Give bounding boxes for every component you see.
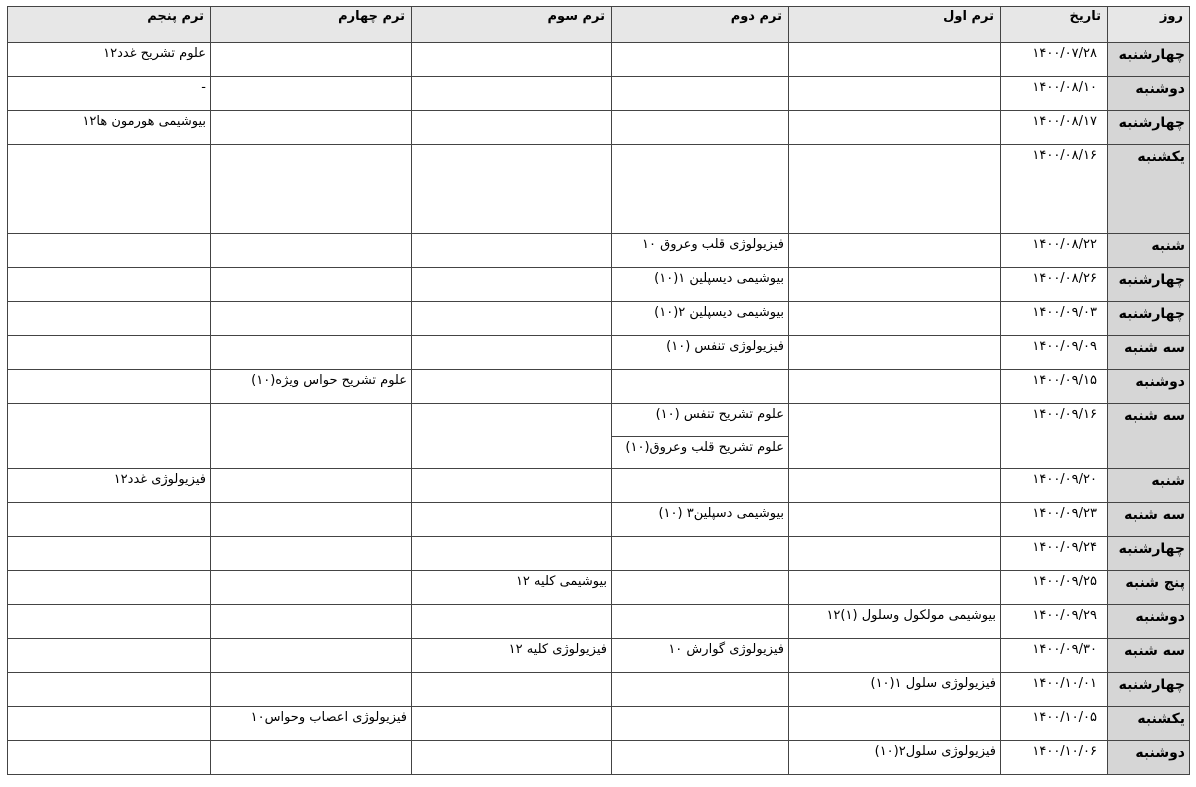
day-cell: [1108, 336, 1190, 370]
day-cell: [1108, 707, 1190, 741]
course-entry: بیوشیمی کلیه ۱۲: [515, 574, 607, 589]
course-entry: فیزیولوژی گوارش ۱۰: [668, 642, 784, 657]
term3-cell: [412, 605, 612, 639]
course-entry: فیزیولوژی اعصاب وحواس۱۰: [250, 710, 407, 725]
term5-cell: [8, 469, 211, 503]
term3-cell: [412, 571, 612, 605]
term1-cell: [789, 605, 1001, 639]
term4-cell: [211, 77, 412, 111]
term1-cell: [789, 111, 1001, 145]
date-cell: ۱۴۰۰/۱۰/۰۶: [1001, 741, 1108, 775]
table-row: [8, 741, 1190, 775]
date-cell: ۱۴۰۰/۰۹/۲۴: [1001, 537, 1108, 571]
term2-cell: [612, 707, 789, 741]
day-cell: [1108, 302, 1190, 336]
course-entry: علوم تشریح تنفس (۱۰): [655, 407, 784, 422]
date-cell: ۱۴۰۰/۰۸/۱۶: [1001, 145, 1108, 234]
term1-cell: [789, 707, 1001, 741]
term3-cell: [412, 43, 612, 77]
term5-cell: [8, 707, 211, 741]
header-term3: ترم سوم: [412, 7, 612, 43]
date-cell: ۱۴۰۰/۱۰/۰۵: [1001, 707, 1108, 741]
day-cell: [1108, 741, 1190, 775]
term5-cell: [8, 302, 211, 336]
term5-cell: [8, 43, 211, 77]
day-label: دوشنبه: [1135, 81, 1185, 97]
course-entry: -: [201, 80, 206, 95]
header-term4: ترم چهارم: [211, 7, 412, 43]
term5-cell: [8, 404, 211, 469]
term5-cell: [8, 741, 211, 775]
course-entry: فیزیولوژی تنفس (۱۰): [666, 339, 784, 354]
course-entry: فیزیولوژی قلب وعروق ۱۰: [642, 237, 784, 252]
course-entry: علوم تشریح غدد۱۲: [103, 46, 206, 61]
term4-cell: [211, 43, 412, 77]
table-row: [8, 537, 1190, 571]
date-cell: ۱۴۰۰/۰۷/۲۸: [1001, 43, 1108, 77]
term2-cell: [612, 370, 789, 404]
term3-cell: [412, 268, 612, 302]
date-cell: ۱۴۰۰/۰۹/۲۰: [1001, 469, 1108, 503]
term2-cell: [612, 673, 789, 707]
term3-cell: [412, 639, 612, 673]
term1-cell: [789, 336, 1001, 370]
date-cell: ۱۴۰۰/۰۸/۱۷: [1001, 111, 1108, 145]
day-label: یکشنبه: [1137, 711, 1185, 727]
header-row: [8, 7, 1190, 43]
course-entry: بیوشیمی هورمون ها۱۲: [82, 114, 206, 129]
day-label: پنج شنبه: [1125, 575, 1185, 591]
term4-cell: [211, 234, 412, 268]
term1-cell: [789, 741, 1001, 775]
course-entry: فیزیولوژی سلول ۱(۱۰): [870, 676, 996, 691]
day-label: دوشنبه: [1135, 609, 1185, 625]
term1-cell: [789, 404, 1001, 469]
date-cell: ۱۴۰۰/۰۸/۲۲: [1001, 234, 1108, 268]
day-label: چهارشنبه: [1118, 272, 1185, 288]
date-cell: ۱۴۰۰/۰۹/۳۰: [1001, 639, 1108, 673]
term1-cell: [789, 503, 1001, 537]
table-row: [8, 571, 1190, 605]
day-label: چهارشنبه: [1118, 306, 1185, 322]
term1-cell: [789, 639, 1001, 673]
term2-cell: [612, 469, 789, 503]
term3-cell: [412, 503, 612, 537]
header-term5: ترم پنجم: [8, 7, 211, 43]
term5-cell: [8, 370, 211, 404]
term4-cell: [211, 111, 412, 145]
term1-cell: [789, 302, 1001, 336]
day-cell: [1108, 268, 1190, 302]
term3-cell: [412, 537, 612, 571]
term1-cell: [789, 673, 1001, 707]
term2-cell: [612, 43, 789, 77]
term5-cell: [8, 336, 211, 370]
day-cell: [1108, 605, 1190, 639]
date-cell: ۱۴۰۰/۰۹/۱۵: [1001, 370, 1108, 404]
day-label: یکشنبه: [1137, 149, 1185, 165]
term4-cell: [211, 336, 412, 370]
table-row: [8, 268, 1190, 302]
course-entry: بیوشیمی مولکول وسلول (۱)۱۲: [826, 608, 996, 623]
term4-cell: [211, 145, 412, 234]
term5-cell: [8, 111, 211, 145]
day-cell: [1108, 537, 1190, 571]
date-cell: ۱۴۰۰/۰۹/۰۹: [1001, 336, 1108, 370]
term3-cell: [412, 469, 612, 503]
term5-cell: [8, 571, 211, 605]
term4-cell: [211, 302, 412, 336]
schedule-table: [7, 6, 1190, 775]
term2-cell: [612, 571, 789, 605]
term2-cell: [612, 234, 789, 268]
date-cell: ۱۴۰۰/۰۸/۲۶: [1001, 268, 1108, 302]
course-entry: بیوشیمی دیسپلین ۱(۱۰): [654, 271, 784, 286]
term2-cell: [612, 605, 789, 639]
table-row: [8, 77, 1190, 111]
term1-cell: [789, 43, 1001, 77]
course-entry: فیزیولوژی سلول۲(۱۰): [874, 744, 996, 759]
table-row: [8, 370, 1190, 404]
day-cell: [1108, 404, 1190, 469]
day-label: سه شنبه: [1124, 340, 1185, 356]
term2-cell: [612, 111, 789, 145]
day-cell: [1108, 503, 1190, 537]
term1-cell: [789, 370, 1001, 404]
day-label: چهارشنبه: [1118, 541, 1185, 557]
table-row: [8, 503, 1190, 537]
course-entry: بیوشیمی دیسپلین ۲(۱۰): [654, 305, 784, 320]
term4-cell: [211, 469, 412, 503]
term2-cell: [612, 145, 789, 234]
term3-cell: [412, 77, 612, 111]
day-label: شنبه: [1151, 473, 1185, 489]
term5-cell: [8, 639, 211, 673]
day-cell: [1108, 111, 1190, 145]
table-row: [8, 404, 1190, 469]
day-cell: [1108, 43, 1190, 77]
term1-cell: [789, 268, 1001, 302]
day-label: دوشنبه: [1135, 374, 1185, 390]
term5-cell: [8, 234, 211, 268]
term1-cell: [789, 145, 1001, 234]
term1-cell: [789, 469, 1001, 503]
table-row: [8, 302, 1190, 336]
table-row: [8, 469, 1190, 503]
term5-cell: [8, 605, 211, 639]
term2-cell: [612, 503, 789, 537]
table-row: [8, 336, 1190, 370]
term4-cell: [211, 605, 412, 639]
term3-cell: [412, 302, 612, 336]
header-day: روز: [1108, 7, 1190, 43]
day-cell: [1108, 469, 1190, 503]
day-cell: [1108, 370, 1190, 404]
term1-cell: [789, 571, 1001, 605]
day-cell: [1108, 234, 1190, 268]
term1-cell: [789, 537, 1001, 571]
day-label: سه شنبه: [1124, 507, 1185, 523]
schedule-body: [8, 43, 1190, 775]
term2-cell: [612, 77, 789, 111]
term3-cell: [412, 707, 612, 741]
day-label: شنبه: [1151, 238, 1185, 254]
term3-cell: [412, 336, 612, 370]
term4-cell: [211, 537, 412, 571]
term2-cell: [612, 336, 789, 370]
course-entry: علوم تشریح حواس ویژه(۱۰): [251, 373, 407, 388]
table-row: [8, 605, 1190, 639]
term5-cell: [8, 77, 211, 111]
term5-cell: [8, 537, 211, 571]
header-term2: ترم دوم: [612, 7, 789, 43]
term3-cell: [412, 741, 612, 775]
day-label: دوشنبه: [1135, 745, 1185, 761]
term3-cell: [412, 370, 612, 404]
term2-cell: [612, 741, 789, 775]
term4-cell: [211, 404, 412, 469]
day-cell: [1108, 145, 1190, 234]
day-cell: [1108, 77, 1190, 111]
term2-cell: [612, 302, 789, 336]
term2-cell: [612, 268, 789, 302]
term4-cell: [211, 741, 412, 775]
day-cell: [1108, 639, 1190, 673]
day-label: سه شنبه: [1124, 643, 1185, 659]
table-row: [8, 639, 1190, 673]
day-cell: [1108, 673, 1190, 707]
term4-cell: [211, 268, 412, 302]
date-cell: ۱۴۰۰/۰۹/۲۵: [1001, 571, 1108, 605]
table-row: [8, 145, 1190, 234]
term1-cell: [789, 77, 1001, 111]
term5-cell: [8, 145, 211, 234]
table-row: [8, 707, 1190, 741]
course-entry: فیزیولوژی کلیه ۱۲: [508, 642, 607, 657]
date-cell: ۱۴۰۰/۰۹/۲۹: [1001, 605, 1108, 639]
term4-cell: [211, 673, 412, 707]
header-date: تاریخ: [1001, 7, 1108, 43]
day-label: سه شنبه: [1124, 408, 1185, 424]
date-cell: ۱۴۰۰/۰۹/۲۳: [1001, 503, 1108, 537]
table-row: [8, 43, 1190, 77]
table-row: [8, 111, 1190, 145]
term4-cell: [211, 639, 412, 673]
day-label: چهارشنبه: [1118, 47, 1185, 63]
term2-cell: [612, 537, 789, 571]
term5-cell: [8, 268, 211, 302]
term3-cell: [412, 111, 612, 145]
term3-cell: [412, 145, 612, 234]
term4-cell: [211, 707, 412, 741]
term3-cell: [412, 673, 612, 707]
course-entry: علوم تشریح قلب وعروق(۱۰): [612, 436, 788, 468]
term1-cell: [789, 234, 1001, 268]
term5-cell: [8, 503, 211, 537]
term3-cell: [412, 404, 612, 469]
table-row: [8, 673, 1190, 707]
date-cell: ۱۴۰۰/۰۹/۰۳: [1001, 302, 1108, 336]
day-cell: [1108, 571, 1190, 605]
term4-cell: [211, 571, 412, 605]
date-cell: ۱۴۰۰/۰۹/۱۶: [1001, 404, 1108, 469]
term3-cell: [412, 234, 612, 268]
date-cell: ۱۴۰۰/۰۸/۱۰: [1001, 77, 1108, 111]
header-term1: ترم اول: [789, 7, 1001, 43]
term5-cell: [8, 673, 211, 707]
table-row: [8, 234, 1190, 268]
day-label: چهارشنبه: [1118, 677, 1185, 693]
term2-cell: [612, 404, 789, 469]
term2-cell: [612, 639, 789, 673]
date-cell: ۱۴۰۰/۱۰/۰۱: [1001, 673, 1108, 707]
course-entry: بیوشیمی دسپلین۳ (۱۰): [658, 506, 784, 521]
course-entry: فیزیولوژی غدد۱۲: [113, 472, 206, 487]
term4-cell: [211, 503, 412, 537]
term4-cell: [211, 370, 412, 404]
day-label: چهارشنبه: [1118, 115, 1185, 131]
